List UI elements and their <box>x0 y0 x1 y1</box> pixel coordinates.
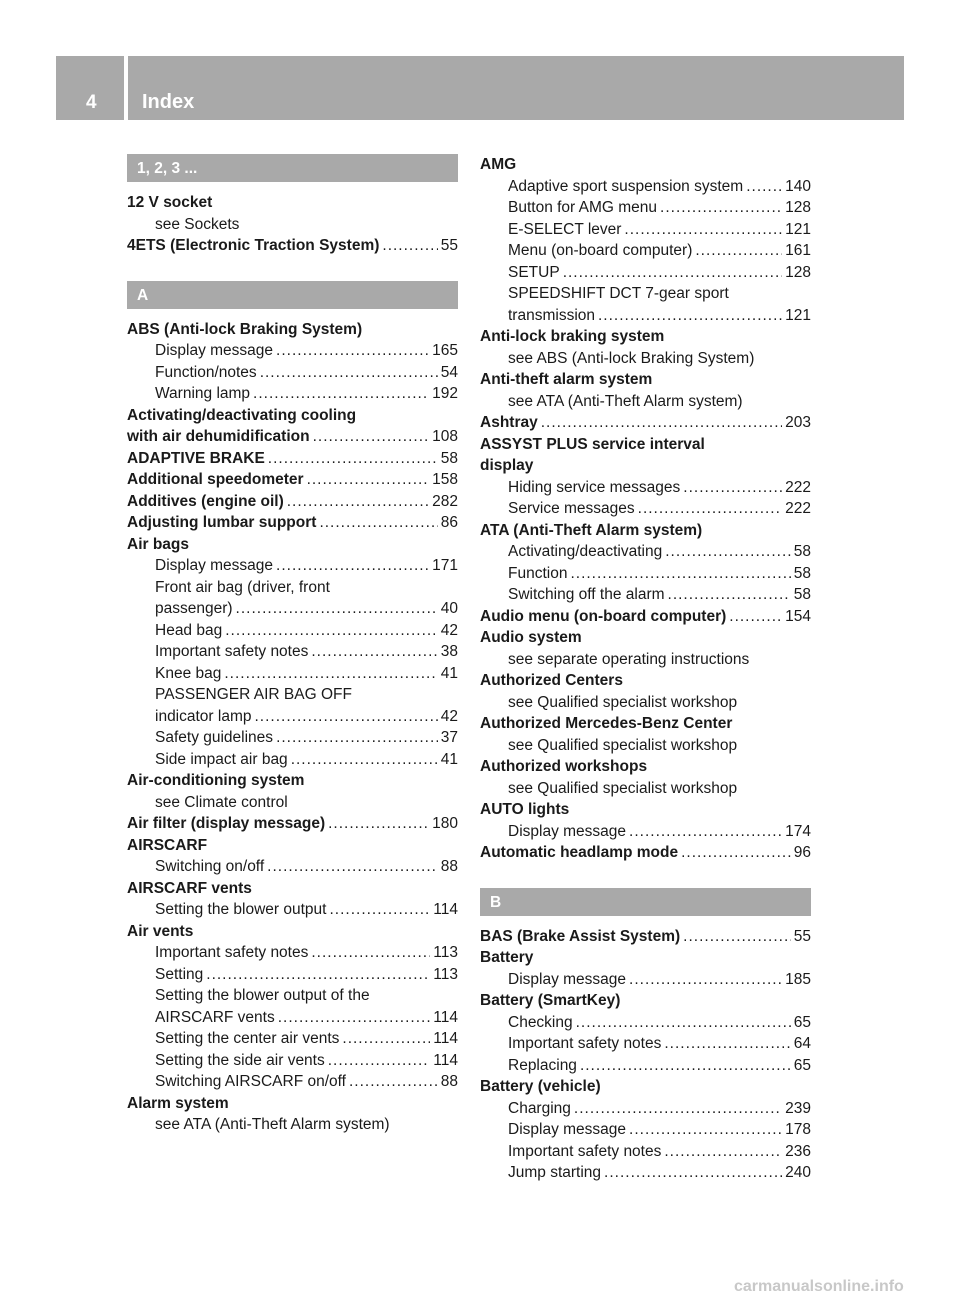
page-ref: 42 <box>440 707 458 725</box>
leader-dots <box>255 706 438 728</box>
entry-text: Jump starting <box>508 1164 602 1181</box>
leader-dots <box>224 663 437 685</box>
index-entry <box>127 426 458 448</box>
page-ref: 282 <box>432 492 458 510</box>
index-entry <box>127 921 458 943</box>
page-ref: 96 <box>793 844 811 861</box>
leader-dots <box>604 1162 782 1184</box>
leader-dots <box>291 749 438 771</box>
entry-text: Important safety notes <box>508 1142 662 1160</box>
index-entry <box>480 369 811 391</box>
index-entry <box>480 412 811 434</box>
page-ref: 222 <box>785 478 811 496</box>
page-ref: 222 <box>785 500 811 517</box>
page-ref: 40 <box>440 600 458 617</box>
index-subentry <box>480 584 811 606</box>
index-subentry <box>480 1162 811 1184</box>
index-subentry <box>480 735 811 757</box>
entry-text: Knee bag <box>155 664 222 682</box>
leader-dots <box>382 235 437 257</box>
index-subentry <box>480 391 811 413</box>
entry-text: ATA (Anti-Theft Alarm system) <box>480 521 703 539</box>
leader-dots <box>278 1007 431 1029</box>
index-entry <box>127 319 458 341</box>
index-subentry <box>127 663 458 685</box>
page-ref: 58 <box>793 543 811 560</box>
entry-text: Switching on/off <box>155 858 265 875</box>
index-subentry <box>480 262 811 284</box>
leader-dots <box>276 340 429 362</box>
page-ref: 128 <box>785 199 811 216</box>
entry-text: Air filter (display message) <box>127 815 326 832</box>
leader-dots <box>225 620 438 642</box>
page-number: 4 <box>86 92 97 113</box>
page-ref: 121 <box>785 220 811 238</box>
entry-text: Authorized Mercedes-Benz Center <box>480 715 733 732</box>
index-subentry <box>480 541 811 563</box>
entry-text: Function <box>508 564 568 582</box>
index-subentry <box>127 598 458 620</box>
page-ref: 140 <box>785 177 811 195</box>
index-entry <box>127 491 458 513</box>
page-ref: 88 <box>440 1073 458 1090</box>
leader-dots <box>664 1033 790 1055</box>
entry-text: see Qualified specialist workshop <box>508 736 738 754</box>
leader-dots <box>307 469 430 491</box>
index-subentry <box>480 969 811 991</box>
leader-dots <box>683 926 791 948</box>
index-entry <box>480 713 811 735</box>
entry-text: Display message <box>508 1121 627 1138</box>
page-ref: 240 <box>785 1164 811 1181</box>
index-entry <box>127 469 458 491</box>
entry-text: Activating/deactivating <box>508 543 663 560</box>
index-entry <box>480 990 811 1012</box>
leader-dots <box>287 491 429 513</box>
index-subentry <box>127 1050 458 1072</box>
entry-text: Anti-theft alarm system <box>480 371 653 388</box>
index-entry <box>127 405 458 427</box>
entry-text: Important safety notes <box>155 643 309 660</box>
entry-text: Air-conditioning system <box>127 772 305 789</box>
index-subentry <box>127 899 458 921</box>
index-subentry <box>127 684 458 706</box>
entry-text: Display message <box>155 557 274 574</box>
leader-dots <box>342 1028 430 1050</box>
index-subentry <box>127 792 458 814</box>
page-ref: 65 <box>793 1056 811 1074</box>
entry-text: Air bags <box>127 535 190 553</box>
index-subentry <box>480 197 811 219</box>
entry-text: SPEEDSHIFT DCT 7-gear sport <box>508 285 729 302</box>
entry-text: Battery <box>480 949 534 966</box>
page-ref: 113 <box>433 965 458 983</box>
page-ref: 65 <box>793 1013 811 1031</box>
index-subentry <box>127 1007 458 1029</box>
leader-dots <box>668 584 791 606</box>
entry-text: Authorized Centers <box>480 672 623 689</box>
entry-text: ASSYST PLUS service interval <box>480 435 705 453</box>
page-ref: 174 <box>785 822 811 840</box>
entry-text: Switching off the alarm <box>508 586 665 603</box>
index-entry <box>127 192 458 214</box>
index-subentry <box>127 340 458 362</box>
entry-text: Setting the blower output of the <box>155 987 370 1004</box>
index-subentry <box>127 383 458 405</box>
index-subentry <box>127 964 458 986</box>
entry-text: AIRSCARF vents <box>127 879 252 897</box>
leader-dots <box>580 1055 791 1077</box>
page-ref: 58 <box>793 564 811 582</box>
index-entry <box>127 235 458 257</box>
page-ref: 185 <box>785 970 811 988</box>
entry-text: see ATA (Anti-Theft Alarm system) <box>155 1116 390 1133</box>
index-column-left <box>127 154 458 1136</box>
index-subentry <box>127 577 458 599</box>
index-subentry <box>480 1098 811 1120</box>
entry-text: Anti-lock braking system <box>480 328 665 345</box>
index-entry <box>127 448 458 470</box>
leader-dots <box>329 899 430 921</box>
index-entry <box>480 670 811 692</box>
entry-text: Button for AMG menu <box>508 199 658 216</box>
index-subentry <box>127 362 458 384</box>
leader-dots <box>236 598 438 620</box>
index-subentry <box>480 563 811 585</box>
index-subentry <box>127 214 458 236</box>
leader-dots <box>260 362 438 384</box>
entry-text: Battery (vehicle) <box>480 1078 601 1095</box>
leader-dots <box>319 512 437 534</box>
leader-dots <box>576 1012 791 1034</box>
page-ref: 38 <box>440 643 458 660</box>
page-ref: 171 <box>432 557 458 574</box>
entry-text: see ABS (Anti-lock Braking System) <box>508 349 755 367</box>
leader-dots <box>563 262 782 284</box>
leader-dots <box>629 821 782 843</box>
leader-dots <box>624 219 782 241</box>
leader-dots <box>570 563 790 585</box>
entry-text: Battery (SmartKey) <box>480 992 621 1009</box>
index-subentry <box>127 727 458 749</box>
entry-text: AUTO lights <box>480 801 570 818</box>
page-ref: 58 <box>440 449 458 467</box>
index-subentry <box>127 985 458 1007</box>
watermark: carmanualsonline.info <box>734 1278 904 1295</box>
header-divider <box>124 56 128 120</box>
index-entry <box>480 326 811 348</box>
index-subentry <box>480 649 811 671</box>
entry-text: Ashtray <box>480 414 538 431</box>
leader-dots <box>681 842 791 864</box>
entry-text: see Climate control <box>155 793 288 811</box>
entry-text: transmission <box>508 306 595 324</box>
leader-dots <box>660 197 782 219</box>
page-ref: 165 <box>432 342 458 359</box>
page-ref: 54 <box>440 363 458 381</box>
page-ref: 154 <box>785 607 811 625</box>
index-entry <box>480 926 811 948</box>
entry-text: Adaptive sport suspension system <box>508 177 744 195</box>
page-ref: 64 <box>793 1035 811 1052</box>
index-subentry <box>480 1119 811 1141</box>
entry-text: 12 V socket <box>127 194 213 211</box>
page-ref: 41 <box>440 750 458 768</box>
page-ref: 192 <box>432 385 458 402</box>
entry-text: Warning lamp <box>155 385 251 402</box>
leader-dots <box>664 1141 782 1163</box>
page-ref: 203 <box>785 414 811 431</box>
entry-text: display <box>480 457 534 474</box>
entry-text: Service messages <box>508 500 635 517</box>
entry-text: Side impact air bag <box>155 750 288 768</box>
page-ref: 108 <box>432 428 458 445</box>
index-subentry <box>127 749 458 771</box>
page-ref: 239 <box>785 1099 811 1117</box>
index-entry <box>480 1076 811 1098</box>
leader-dots <box>328 813 429 835</box>
entry-text: Setting the side air vents <box>155 1051 325 1069</box>
entry-text: ADAPTIVE BRAKE <box>127 449 265 467</box>
entry-text: Automatic headlamp mode <box>480 844 679 861</box>
entry-text: Setting the blower output <box>155 901 327 918</box>
entry-text: Function/notes <box>155 363 257 381</box>
entry-text: Switching AIRSCARF on/off <box>155 1073 346 1090</box>
entry-text: E-SELECT lever <box>508 220 622 238</box>
entry-text: Front air bag (driver, front <box>155 578 330 596</box>
index-entry <box>127 770 458 792</box>
page-ref: 55 <box>793 927 811 945</box>
index-subentry <box>480 498 811 520</box>
entry-text: with air dehumidification <box>127 428 310 445</box>
page-ref: 158 <box>432 471 458 488</box>
section-header: A <box>127 281 458 309</box>
entry-text: Setting the center air vents <box>155 1030 340 1047</box>
entry-text: AIRSCARF <box>127 836 208 854</box>
index-subentry <box>127 942 458 964</box>
entry-text: AIRSCARF vents <box>155 1008 275 1026</box>
index-column-right <box>480 154 811 1184</box>
page-ref: 180 <box>432 815 458 832</box>
index-entry <box>480 842 811 864</box>
index-subentry <box>480 219 811 241</box>
entry-text: AMG <box>480 156 517 173</box>
section-header: 1, 2, 3 ... <box>127 154 458 182</box>
entry-text: Audio system <box>480 629 582 646</box>
entry-text: Replacing <box>508 1056 577 1074</box>
index-entry <box>480 756 811 778</box>
index-subentry <box>480 778 811 800</box>
entry-text: Important safety notes <box>155 944 309 961</box>
entry-text: Alarm system <box>127 1094 229 1112</box>
entry-text: passenger) <box>155 600 233 617</box>
leader-dots <box>638 498 782 520</box>
page-ref: 114 <box>433 901 458 918</box>
leader-dots <box>253 383 429 405</box>
entry-text: see Qualified specialist workshop <box>508 693 738 711</box>
index-subentry <box>127 641 458 663</box>
entry-text: see separate operating instructions <box>508 650 750 668</box>
leader-dots <box>665 541 791 563</box>
index-subentry <box>480 477 811 499</box>
page-ref: 55 <box>440 237 458 254</box>
leader-dots <box>276 555 429 577</box>
entry-text: Display message <box>508 970 627 988</box>
entry-text: see Qualified specialist workshop <box>508 779 738 797</box>
entry-text: Additives (engine oil) <box>127 492 284 510</box>
entry-text: Activating/deactivating cooling <box>127 406 357 424</box>
index-entry <box>127 835 458 857</box>
index-subentry <box>480 1012 811 1034</box>
page-ref: 113 <box>433 944 458 961</box>
page-header <box>56 56 904 120</box>
entry-text: Charging <box>508 1099 571 1117</box>
index-subentry <box>480 692 811 714</box>
leader-dots <box>313 426 430 448</box>
page-ref: 161 <box>785 242 811 259</box>
entry-text: Head bag <box>155 621 223 639</box>
index-entry <box>480 627 811 649</box>
entry-text: Important safety notes <box>508 1035 662 1052</box>
index-entry <box>127 1093 458 1115</box>
page-ref: 86 <box>440 514 458 531</box>
leader-dots <box>683 477 782 499</box>
page-ref: 88 <box>440 858 458 875</box>
page-ref: 58 <box>793 586 811 603</box>
entry-text: Setting <box>155 965 204 983</box>
leader-dots <box>598 305 782 327</box>
leader-dots <box>695 240 782 262</box>
section-header: B <box>480 888 811 916</box>
leader-dots <box>629 969 782 991</box>
page-ref: 114 <box>433 1030 458 1047</box>
entry-text: Hiding service messages <box>508 478 681 496</box>
index-subentry <box>480 176 811 198</box>
index-entry <box>480 606 811 628</box>
entry-text: indicator lamp <box>155 707 252 725</box>
entry-text: BAS (Brake Assist System) <box>480 927 681 945</box>
entry-text: ABS (Anti-lock Braking System) <box>127 320 363 338</box>
index-entry <box>480 520 811 542</box>
index-entry <box>127 813 458 835</box>
leader-dots <box>276 727 438 749</box>
page-ref: 114 <box>433 1008 458 1026</box>
leader-dots <box>541 412 782 434</box>
index-subentry <box>480 1141 811 1163</box>
leader-dots <box>629 1119 782 1141</box>
entry-text: Authorized workshops <box>480 758 648 775</box>
index-subentry <box>127 555 458 577</box>
leader-dots <box>729 606 782 628</box>
leader-dots <box>268 448 438 470</box>
index-entry <box>127 534 458 556</box>
page-ref: 128 <box>785 263 811 281</box>
index-subentry <box>127 620 458 642</box>
index-subentry <box>480 1055 811 1077</box>
index-subentry <box>480 1033 811 1055</box>
index-entry <box>480 799 811 821</box>
entry-text: Checking <box>508 1013 573 1031</box>
entry-text: see Sockets <box>155 215 240 233</box>
entry-text: Adjusting lumbar support <box>127 514 317 531</box>
entry-text: Additional speedometer <box>127 471 304 488</box>
leader-dots <box>206 964 430 986</box>
page-ref: 37 <box>440 729 458 746</box>
entry-text: see ATA (Anti-Theft Alarm system) <box>508 392 743 410</box>
page-ref: 121 <box>785 306 811 324</box>
leader-dots <box>267 856 438 878</box>
index-subentry <box>127 706 458 728</box>
entry-text: SETUP <box>508 263 560 281</box>
index-subentry <box>480 283 811 305</box>
page-title: Index <box>142 91 195 113</box>
entry-text: PASSENGER AIR BAG OFF <box>155 686 352 703</box>
index-subentry <box>480 348 811 370</box>
entry-text: Audio menu (on-board computer) <box>480 607 727 625</box>
index-entry <box>127 878 458 900</box>
index-entry <box>127 512 458 534</box>
leader-dots <box>311 641 437 663</box>
page-ref: 41 <box>440 664 458 682</box>
entry-text: Display message <box>508 822 627 840</box>
leader-dots <box>311 942 430 964</box>
leader-dots <box>746 176 782 198</box>
index-subentry <box>480 240 811 262</box>
index-entry <box>480 455 811 477</box>
index-subentry <box>127 1028 458 1050</box>
index-entry <box>480 947 811 969</box>
entry-text: Safety guidelines <box>155 729 274 746</box>
page-ref: 42 <box>440 621 458 639</box>
index-entry <box>480 154 811 176</box>
leader-dots <box>349 1071 438 1093</box>
page-ref: 236 <box>785 1142 811 1160</box>
entry-text: Menu (on-board computer) <box>508 242 693 259</box>
page-ref: 178 <box>785 1121 811 1138</box>
entry-text: Display message <box>155 342 274 359</box>
leader-dots <box>574 1098 782 1120</box>
index-subentry <box>127 856 458 878</box>
index-subentry <box>480 821 811 843</box>
index-entry <box>480 434 811 456</box>
leader-dots <box>328 1050 431 1072</box>
index-subentry <box>127 1071 458 1093</box>
index-subentry <box>480 305 811 327</box>
page-ref: 114 <box>433 1051 458 1069</box>
entry-text: Air vents <box>127 922 194 940</box>
entry-text: 4ETS (Electronic Traction System) <box>127 237 380 254</box>
index-subentry <box>127 1114 458 1136</box>
